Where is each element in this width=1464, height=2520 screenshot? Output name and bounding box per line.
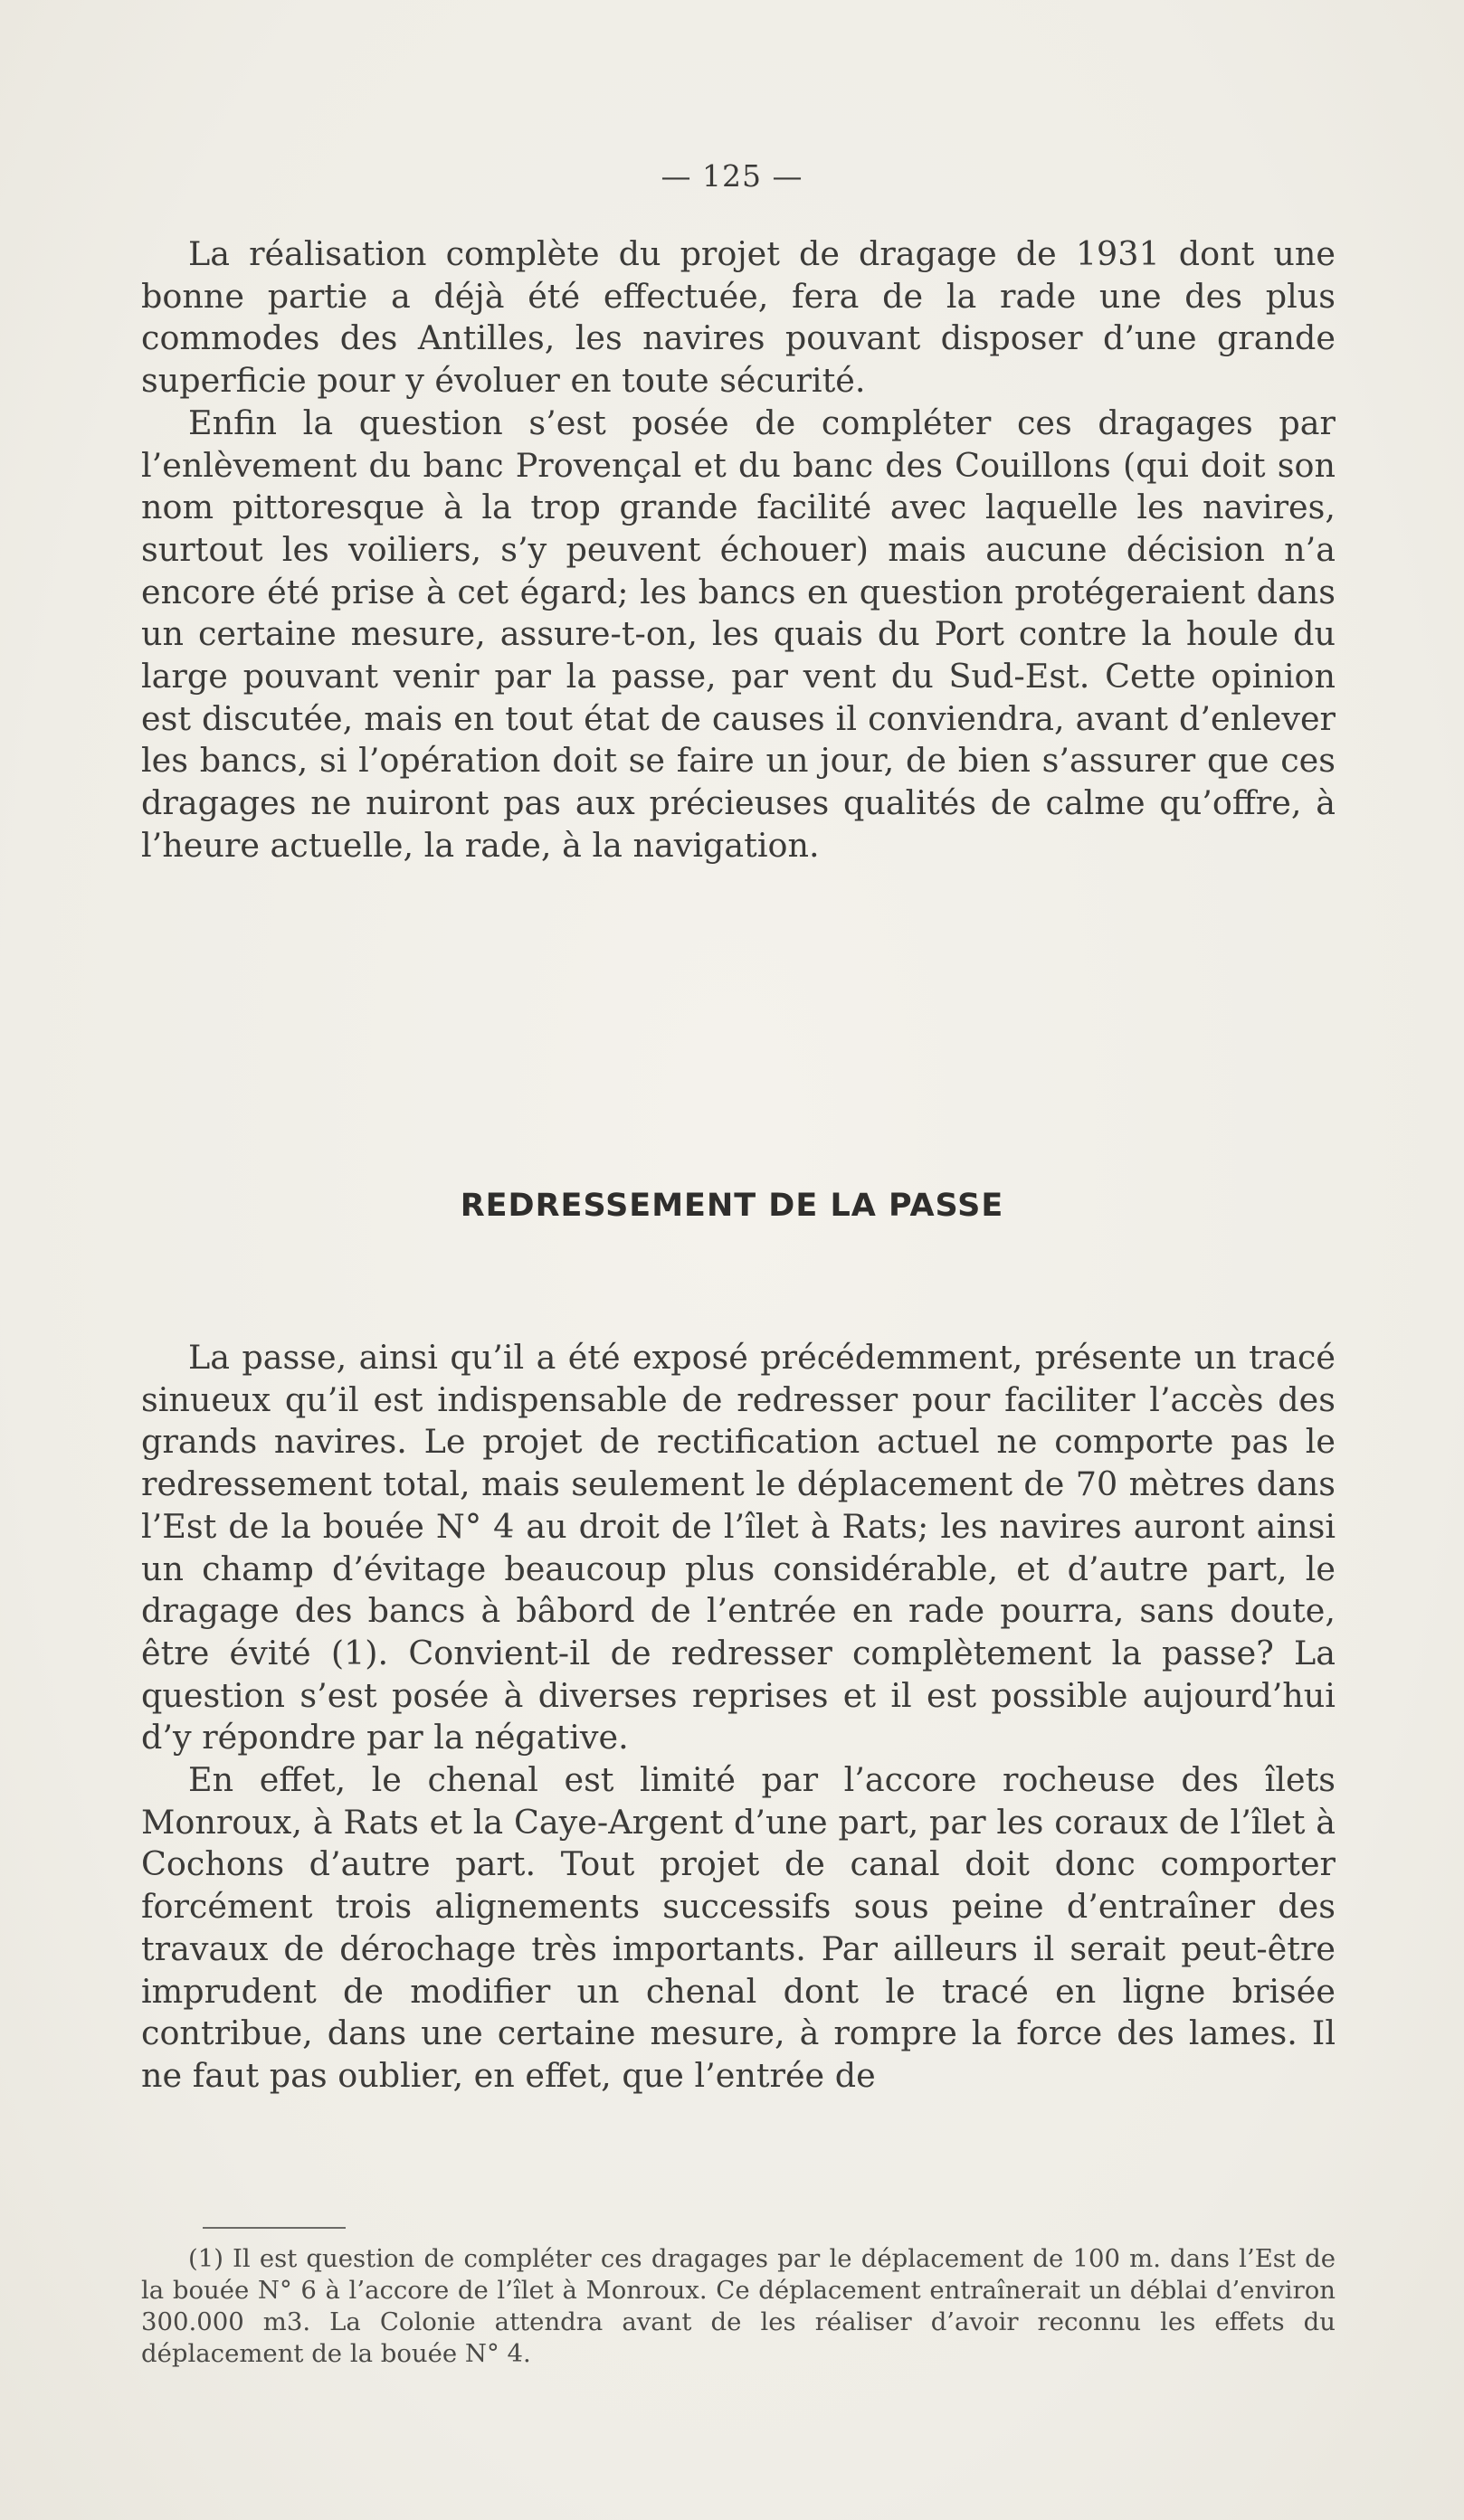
paragraph: En effet, le chenal est limité par l’accore rocheuse des îlets Monroux, à Rats et la Caye-Argent d’une part, par les coraux de l’îlet à Cochons d’autre part. Tout projet de canal doit donc comporter forcément trois alignements successifs sous peine d’entraîner des travaux de dérochage très importants. Par ailleurs il serait peut-être imprudent de modifier un chenal dont le tracé en ligne brisée contribue, dans une certaine mesure, à rompre la force des lames. Il ne faut pas oublier, en effet, que l’entrée de (141, 1760, 1336, 2095)
paragraph: La passe, ainsi qu’il a été exposé précédemment, présente un tracé sinueux qu’il est indispensable de redresser pour faciliter l’accès des grands navires. Le projet de rectification actuel ne comporte pas le redressement total, mais seulement le déplacement de 70 mètres dans l’Est de la bouée N° 4 au droit de l’îlet à Rats; les navires auront ainsi un champ d’évitage beaucoup plus considérable, et d’autre part, le dragage des bancs à bâbord de l’entrée en rade pourra, sans doute, être évité (1). Convient-il de redresser complètement la passe? La question s’est posée à diverses reprises et il est possible aujourd’hui d’y répondre par la négative. (141, 1338, 1336, 1757)
intro-text (141, 233, 1336, 867)
footnote (141, 2243, 1336, 2370)
section-text (141, 1337, 1336, 2098)
paragraph: Enfin la question s’est posée de compléter ces dragages par l’enlèvement du banc Provençal et du banc des Couillons (qui doit son nom pittoresque à la trop grande facilité avec laquelle les navires, surtout les voiliers, s’y peuvent échouer) mais aucune décision n’a encore été prise à cet égard; les bancs en question protégeraient dans un certaine mesure, assure-t-on, les quais du Port contre la houle du large pouvant venir par la passe, par vent du Sud-Est. Cette opinion est discutée, mais en tout état de causes il conviendra, avant d’enlever les bancs, si l’opération doit se faire un jour, de bien s’assurer que ces dragages ne nuiront pas aux précieuses qualités de calme qu’offre, à l’heure actuelle, la rade, à la navigation. (141, 403, 1336, 865)
paragraph: La réalisation complète du projet de dragage de 1931 dont une bonne partie a déjà été effectuée, fera de la rade une des plus commodes des Antilles, les navires pouvant disposer d’une grande superficie pour y évoluer en toute sécurité. (141, 234, 1336, 401)
footnote-divider (203, 2227, 346, 2229)
section-heading: REDRESSEMENT DE LA PASSE (460, 1188, 1004, 1224)
footnote-marker: (1) (188, 2244, 223, 2273)
page-number: — 125 — (661, 158, 803, 194)
footnote-text: Il est question de compléter ces dragages par le déplacement de 100 m. dans l’Est de la bouée N° 6 à l’accore de l’îlet à Monroux. Ce déplacement entraînerait un déblai d’environ 300.000 m3. La Colonie attendra avant de les réaliser d’avoir reconnu les effets du déplacement de la bouée N° 4. (141, 2244, 1336, 2368)
